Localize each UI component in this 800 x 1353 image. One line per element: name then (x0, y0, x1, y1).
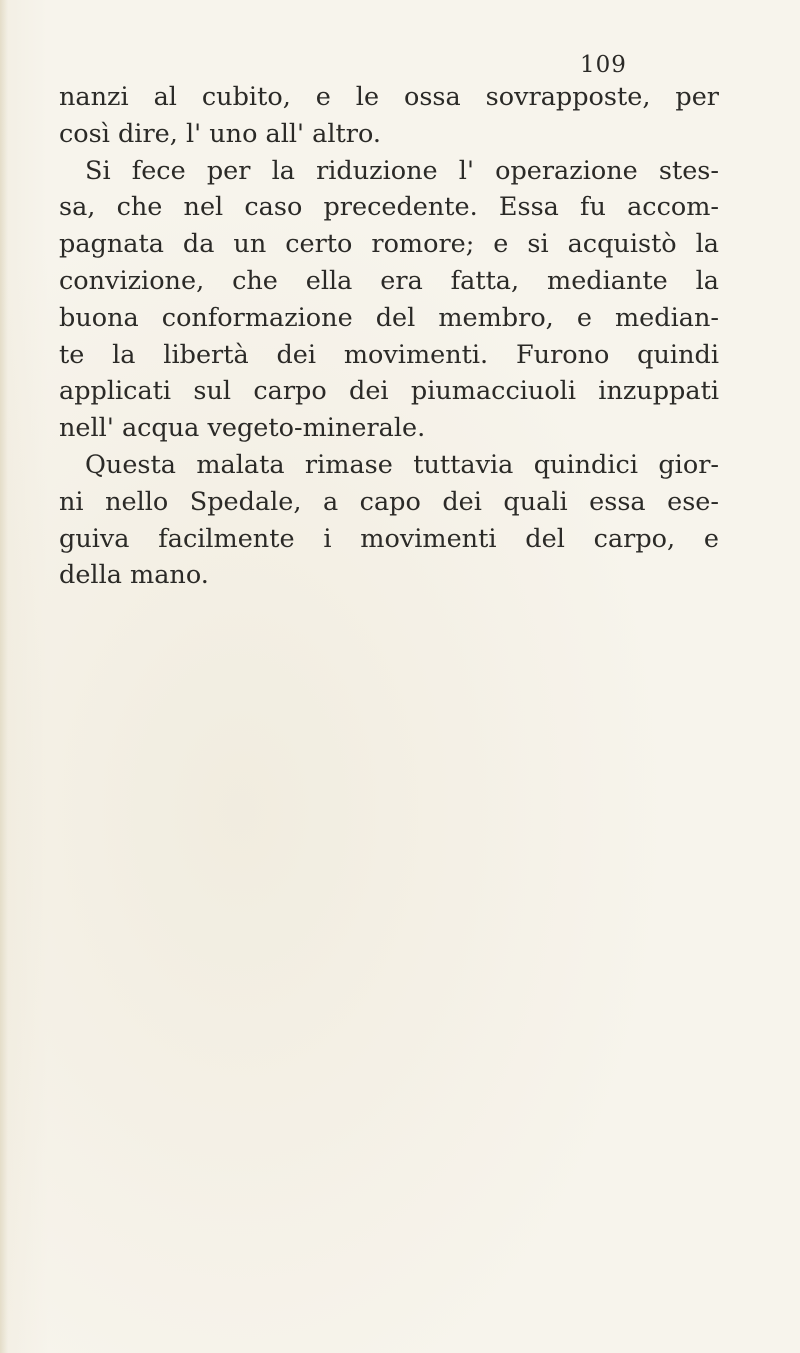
text-line: applicati sul carpo dei piumacciuoli inzuppati (59, 376, 719, 407)
text-line: buona conformazione del membro, e median- (59, 302, 719, 333)
text-line: così dire, l' uno all' altro. (59, 118, 381, 149)
text-line: guiva facilmente i movimenti del carpo, e (59, 523, 719, 554)
page-number: 109 (580, 52, 627, 78)
text-line: della mano. (59, 560, 209, 591)
text-line: nanzi al cubito, e le ossa sovrapposte, per (59, 82, 719, 112)
text-line: convizione, che ella era fatta, mediante la (59, 265, 719, 296)
text-line: pagnata da un certo romore; e si acquistò la (59, 229, 719, 260)
page-edge-shadow (0, 0, 8, 1353)
body-text (59, 79, 719, 594)
paragraph-start-line: Si fece per la riduzione l' operazione stes- (85, 155, 719, 186)
text-line: ni nello Spedale, a capo dei quali essa ese- (59, 486, 719, 517)
text-line: te la libertà dei movimenti. Furono quindi (59, 339, 719, 370)
text-line: nell' acqua vegeto-minerale. (59, 413, 426, 444)
paragraph-start-line: Questa malata rimase tuttavia quindici gior- (85, 449, 719, 480)
text-line: sa, che nel caso precedente. Essa fu accom- (59, 192, 719, 223)
